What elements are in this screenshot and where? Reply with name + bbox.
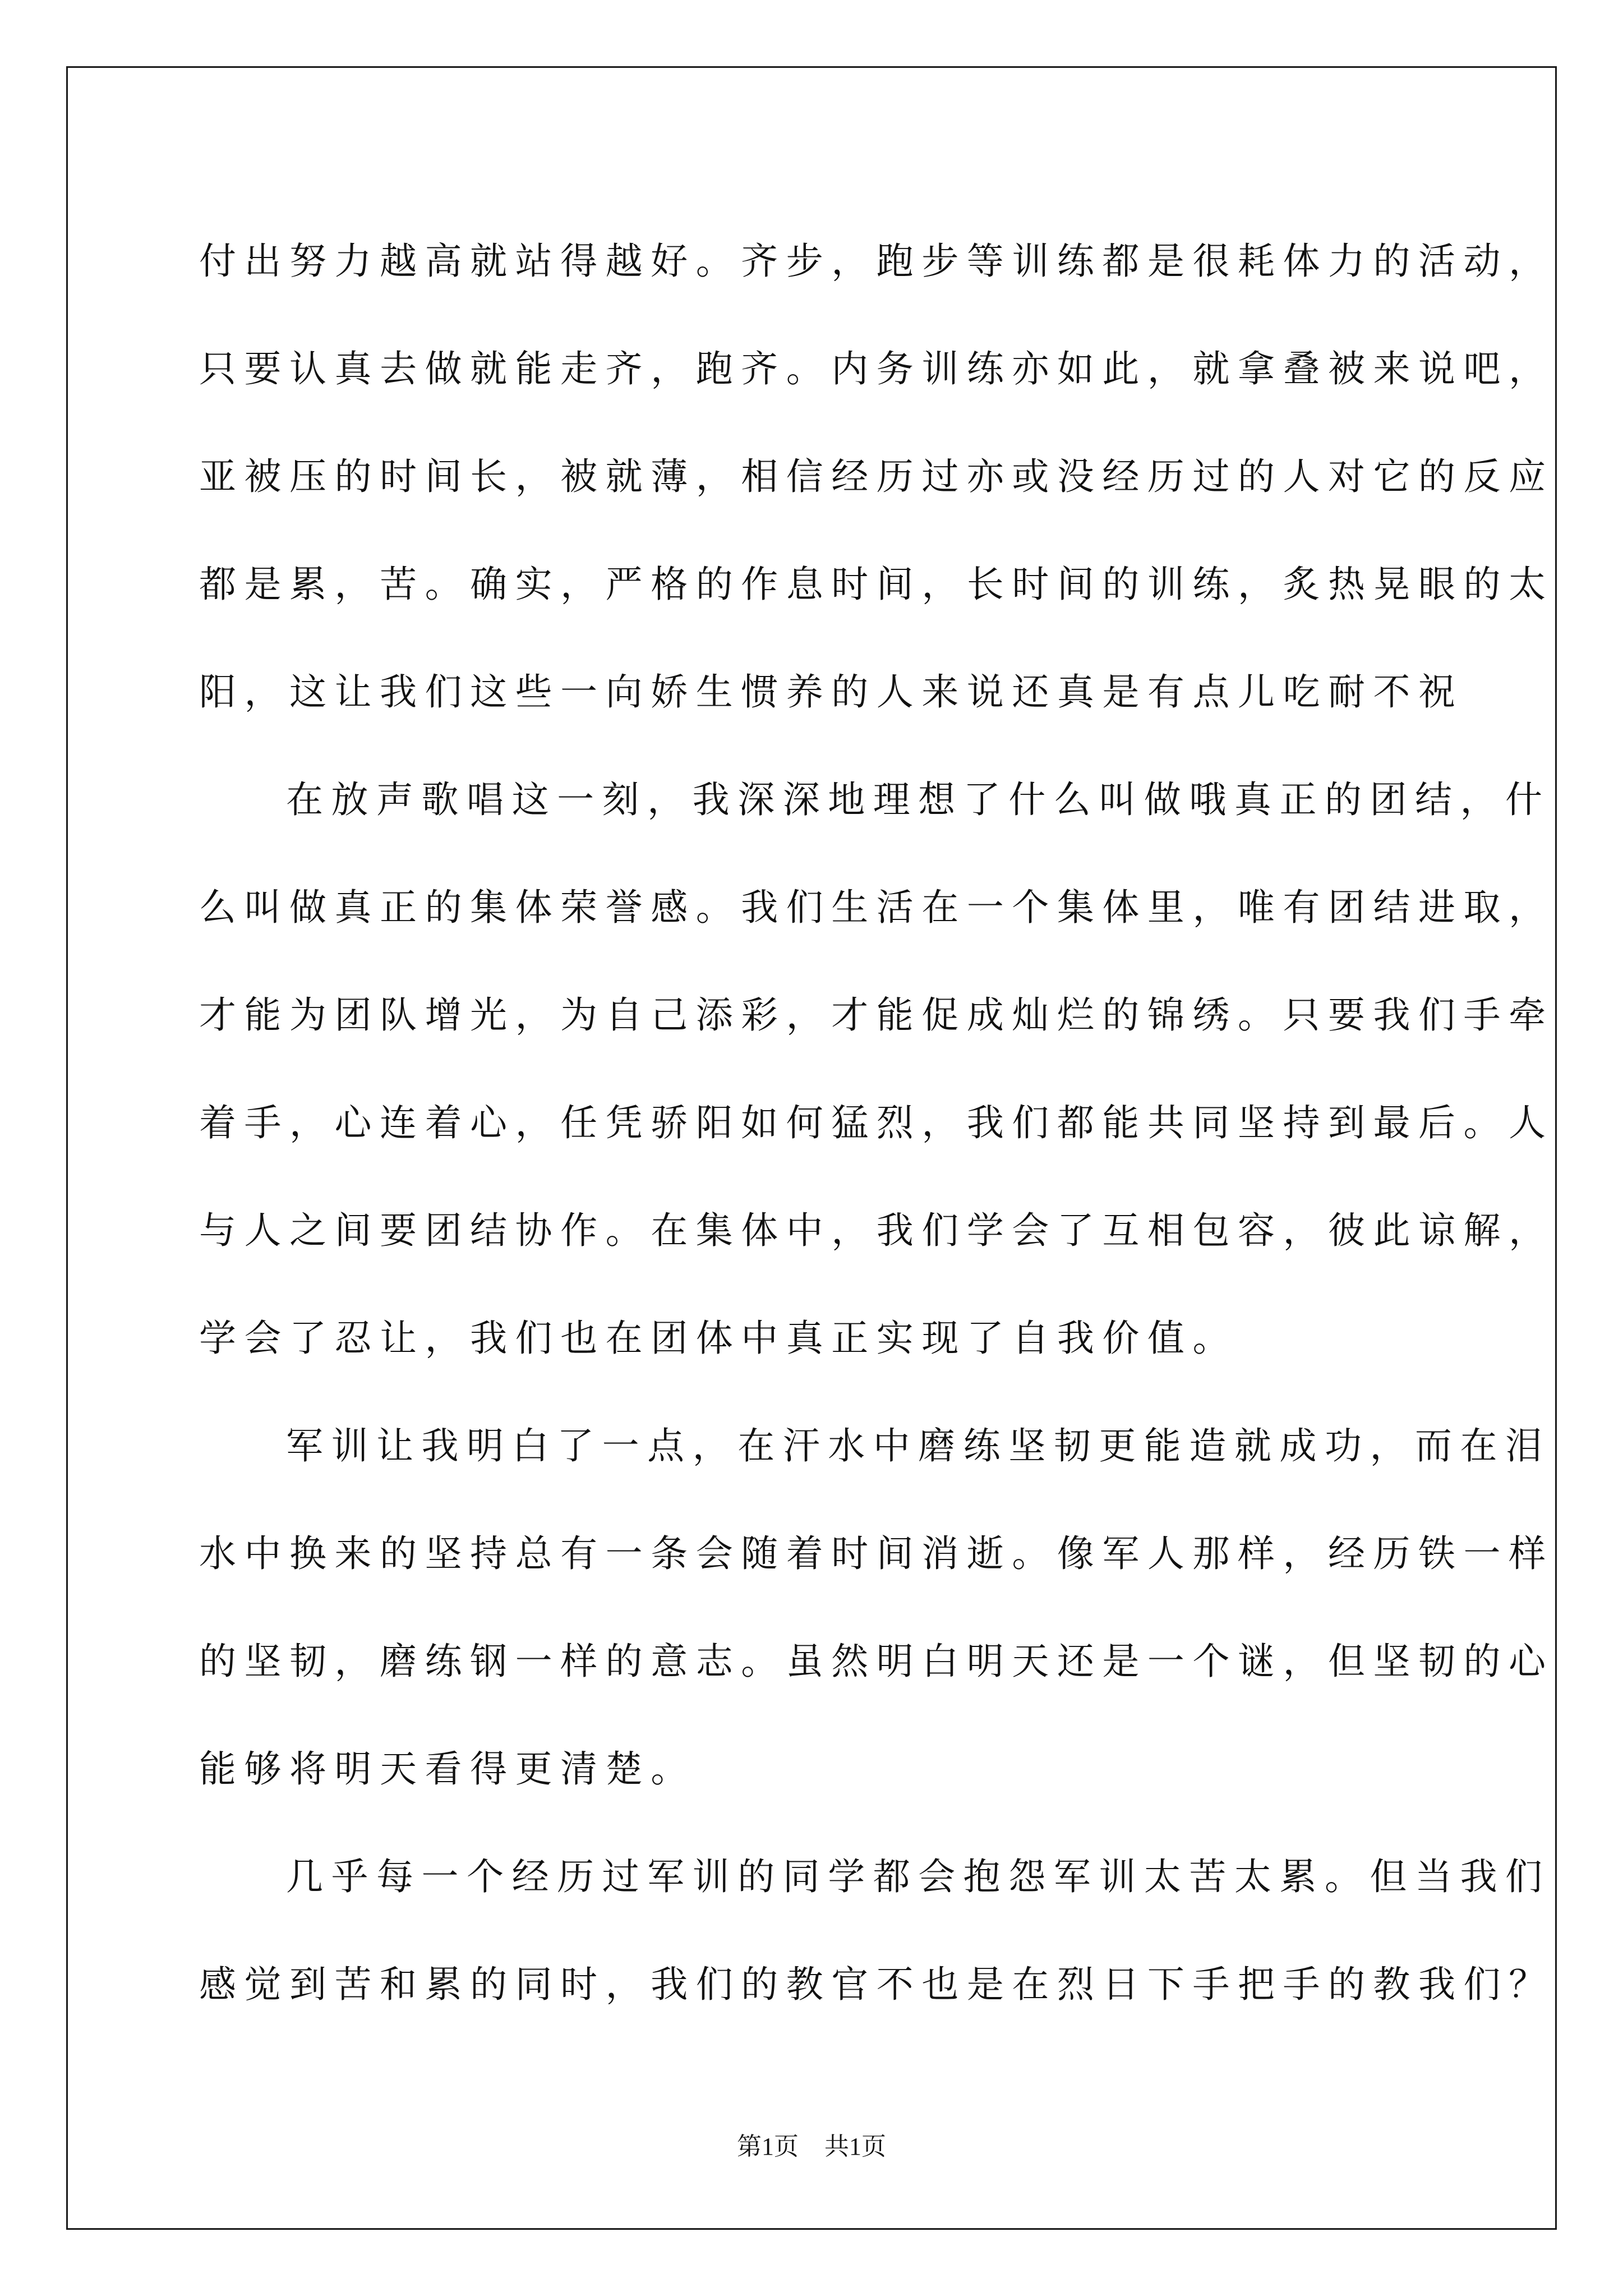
text-line: 水中换来的坚持总有一条会随着时间消逝。像军人那样，经历铁一样 xyxy=(199,1532,1554,1575)
text-line: 都是累，苦。确实，严格的作息时间，长时间的训练，炙热晃眼的太 xyxy=(199,563,1554,606)
document-body xyxy=(199,208,1554,2039)
text-line: 付出努力越高就站得越好。齐步，跑步等训练都是很耗体力的活动， xyxy=(199,240,1554,283)
text-line: 感觉到苦和累的同时，我们的教官不也是在烈日下手把手的教我们？ xyxy=(199,1963,1554,2006)
text-line: 么叫做真正的集体荣誉感。我们生活在一个集体里，唯有团结进取， xyxy=(199,886,1554,929)
paragraph-first-line: 军训让我明白了一点，在汗水中磨练坚韧更能造就成功，而在泪 xyxy=(286,1424,1551,1467)
text-line: 与人之间要团结协作。在集体中，我们学会了互相包容，彼此谅解， xyxy=(199,1209,1554,1252)
text-line: 亚被压的时间长，被就薄，相信经历过亦或没经历过的人对它的反应 xyxy=(199,455,1554,498)
text-line: 着手，心连着心，任凭骄阳如何猛烈，我们都能共同坚持到最后。人 xyxy=(199,1101,1554,1144)
page-footer xyxy=(0,2126,1623,2162)
text-line: 学会了忍让，我们也在团体中真正实现了自我价值。 xyxy=(199,1317,1238,1360)
paragraph-first-line: 在放声歌唱这一刻，我深深地理想了什么叫做哦真正的团结，什 xyxy=(286,778,1551,821)
text-line: 只要认真去做就能走齐，跑齐。内务训练亦如此，就拿叠被来说吧， xyxy=(199,347,1554,390)
text-line: 阳，这让我们这些一向娇生惯养的人来说还真是有点儿吃耐不祝 xyxy=(199,670,1464,714)
text-line: 才能为团队增光，为自己添彩，才能促成灿烂的锦绣。只要我们手牵 xyxy=(199,993,1554,1037)
text-line: 的坚韧，磨练钢一样的意志。虽然明白明天还是一个谜，但坚韧的心 xyxy=(199,1640,1554,1683)
text-line: 能够将明天看得更清楚。 xyxy=(199,1747,696,1791)
page-number-current: 第1页 xyxy=(737,2133,799,2160)
paragraph-first-line: 几乎每一个经历过军训的同学都会抱怨军训太苦太累。但当我们 xyxy=(286,1855,1551,1898)
page-number-total: 共1页 xyxy=(824,2133,886,2160)
